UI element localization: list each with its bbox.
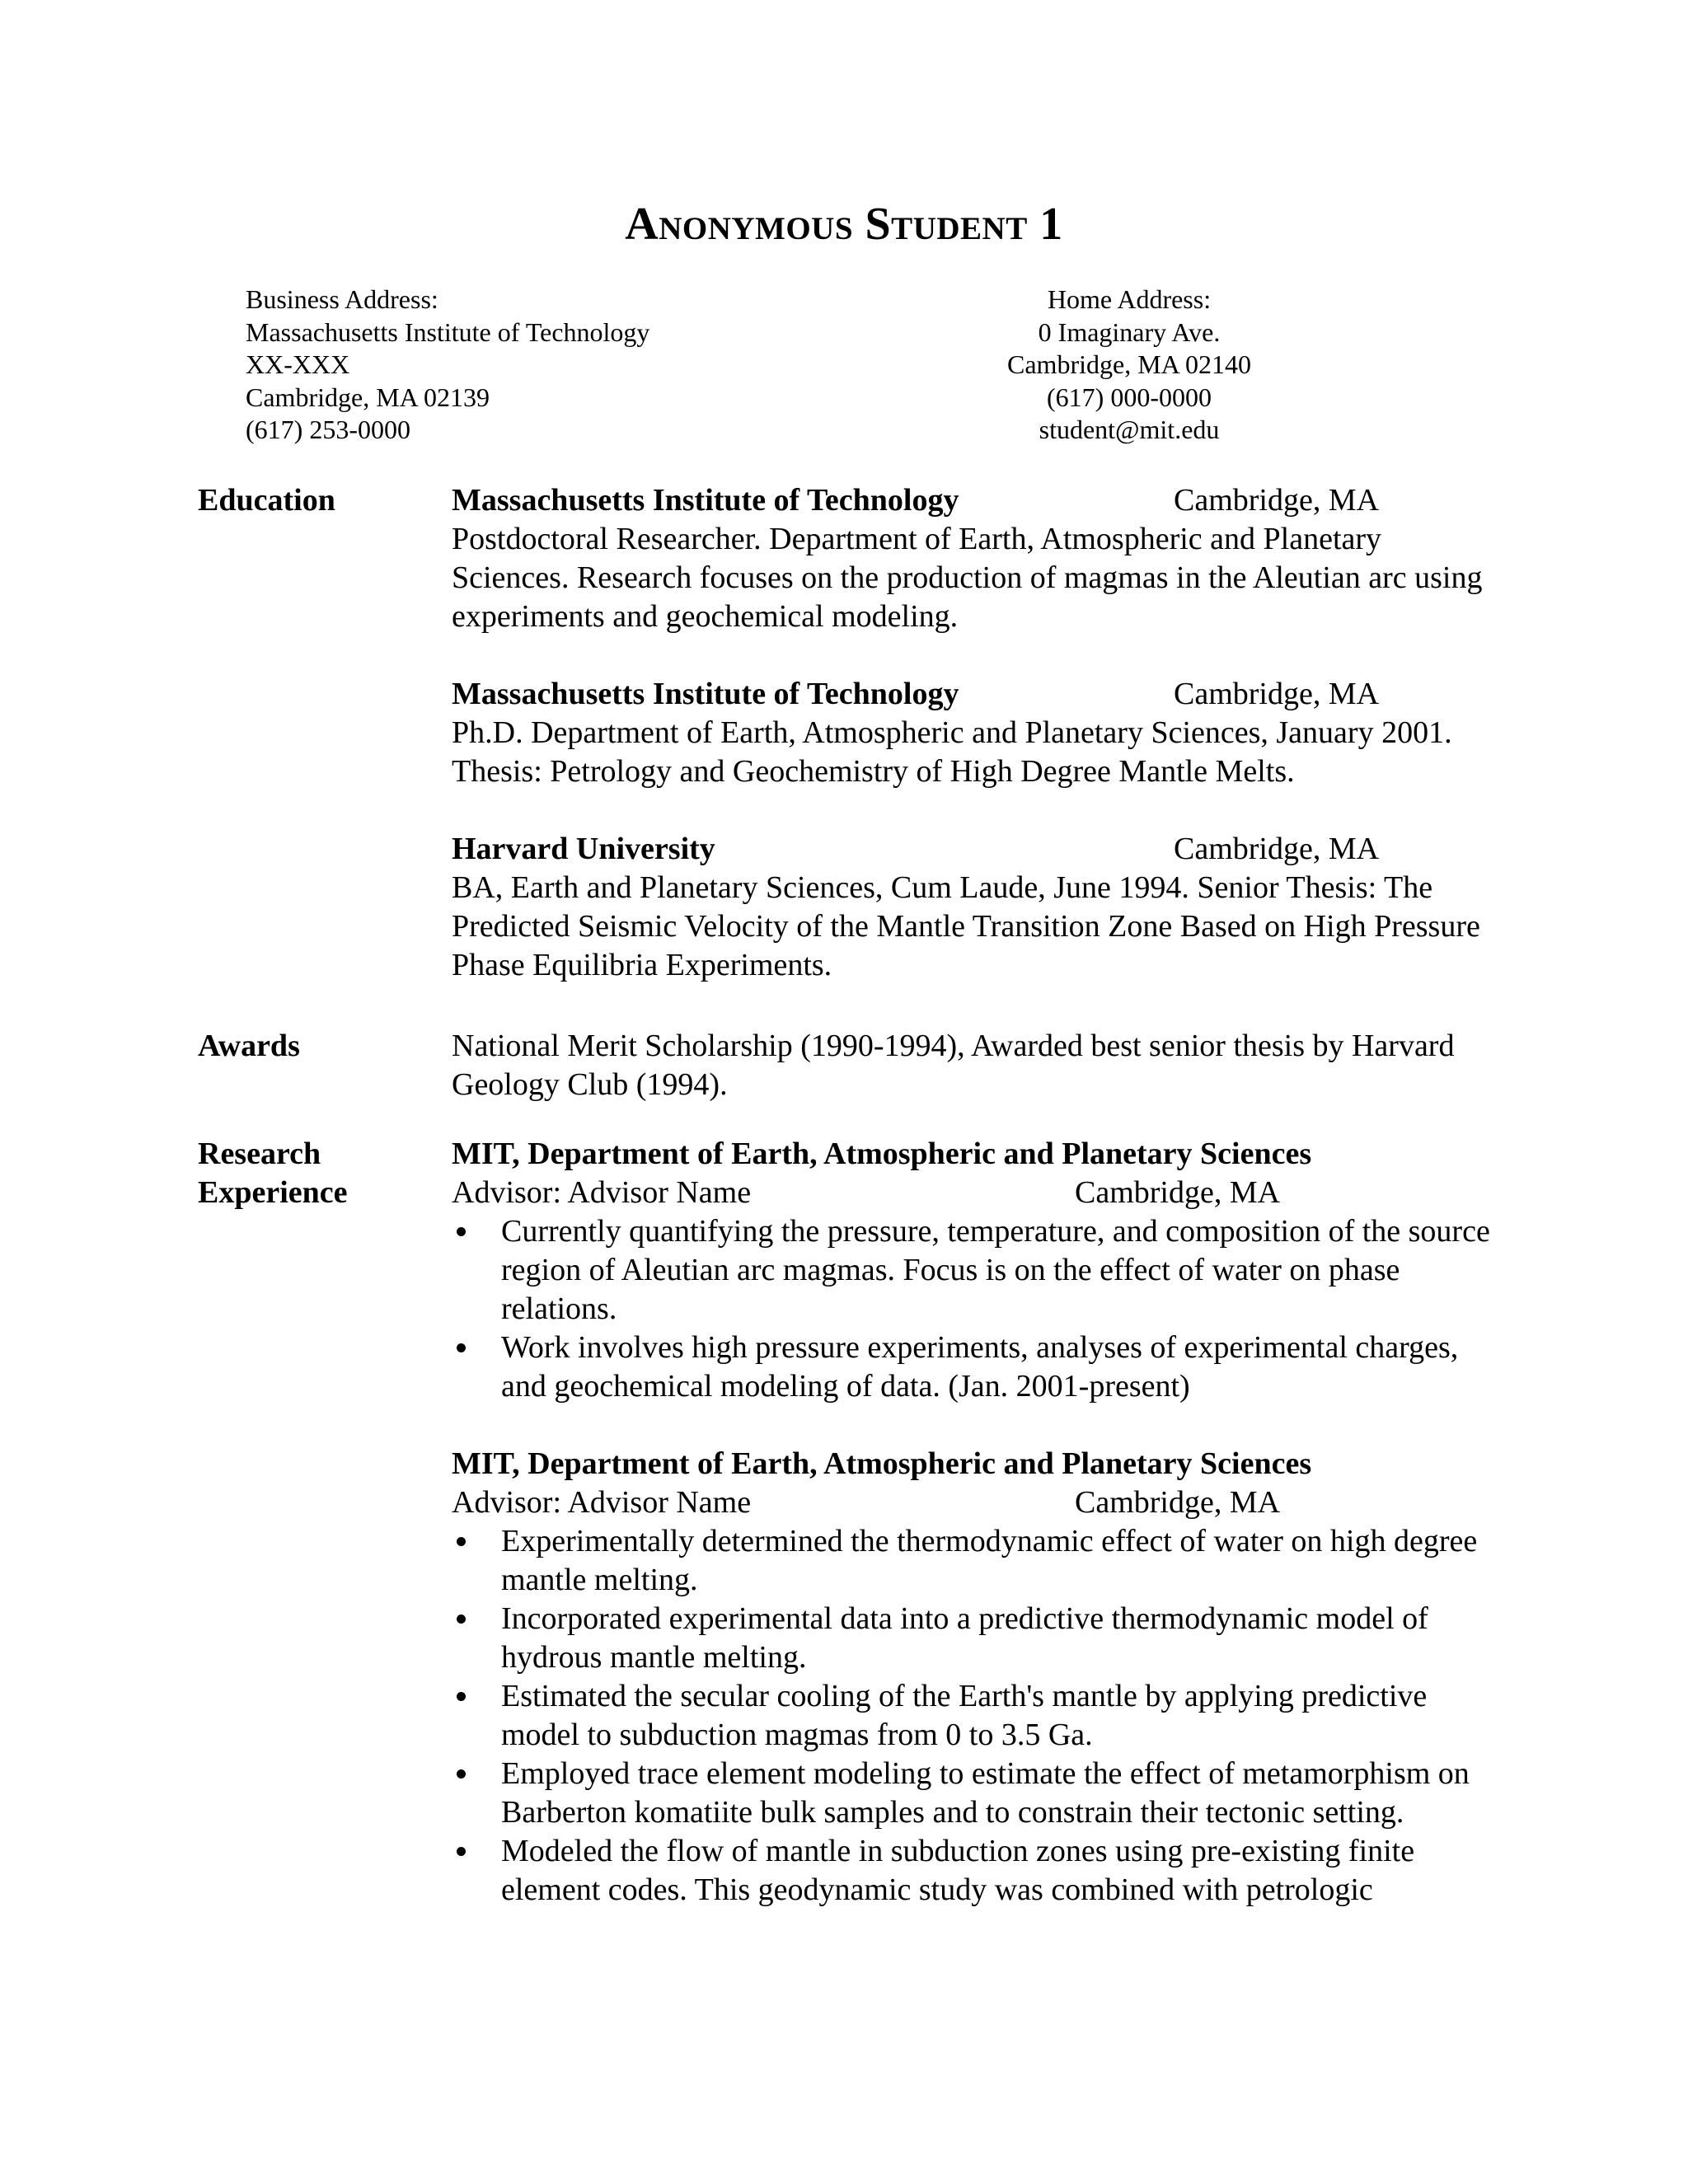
research-entry bbox=[452, 1135, 1498, 1406]
list-item: Currently quantifying the pressure, temperature, and composition of the source region of Aleutian arc magmas. Focus is on the effect of water on phase relations. bbox=[452, 1212, 1498, 1329]
education-label: Education bbox=[198, 483, 335, 518]
education-location: Cambridge, MA bbox=[1174, 483, 1380, 518]
education-entry bbox=[452, 830, 1498, 985]
education-body bbox=[452, 481, 1498, 985]
bullet-icon bbox=[457, 1615, 466, 1624]
bullet-icon bbox=[457, 1227, 466, 1236]
research-advisor: Advisor: Advisor Name bbox=[452, 1175, 752, 1210]
home-address-heading: Home Address: bbox=[1047, 284, 1212, 314]
research-org: MIT, Department of Earth, Atmospheric and Planetary Sciences bbox=[452, 1446, 1312, 1481]
research-location: Cambridge, MA bbox=[1075, 1485, 1281, 1520]
home-address-line: 0 Imaginary Ave. bbox=[1038, 316, 1221, 347]
list-item: Estimated the secular cooling of the Earth's mantle by applying predictive model to subduction magmas from 0 to 3.5 Ga. bbox=[452, 1677, 1498, 1755]
awards-text: National Merit Scholarship (1990-1994), Awarded best senior thesis by Harvard Geology Club (1994). bbox=[452, 1029, 1455, 1102]
education-org: Massachusetts Institute of Technology bbox=[452, 677, 959, 711]
list-item: Work involves high pressure experiments, analyses of experimental charges, and geochemical modeling of data. (Jan. 2001-present) bbox=[452, 1329, 1498, 1406]
business-address-line: Massachusetts Institute of Technology bbox=[246, 316, 650, 347]
education-entry bbox=[452, 675, 1498, 791]
education-org: Harvard University bbox=[452, 832, 715, 866]
research-bullets bbox=[452, 1522, 1498, 1910]
list-item: Modeled the flow of mantle in subduction zones using pre-existing finite element codes. This geodynamic study was combined with petrologic bbox=[452, 1832, 1498, 1910]
education-location: Cambridge, MA bbox=[1174, 832, 1380, 866]
resume-name: Anonymous Student 1 bbox=[625, 199, 1063, 250]
education-description: BA, Earth and Planetary Sciences, Cum Laude, June 1994. Senior Thesis: The Predicted Seismic Velocity of the Mantle Transition Zone Based on High Pressure Phase Equilibria Experiments. bbox=[452, 870, 1480, 982]
education-org: Massachusetts Institute of Technology bbox=[452, 483, 959, 518]
list-item: Experimentally determined the thermodynamic effect of water on high degree mantle melting. bbox=[452, 1522, 1498, 1600]
bullet-icon bbox=[457, 1537, 466, 1546]
business-address-heading: Business Address: bbox=[246, 284, 438, 314]
research-entry bbox=[452, 1445, 1498, 1910]
business-address-line: Cambridge, MA 02139 bbox=[246, 382, 490, 412]
bullet-icon bbox=[457, 1692, 466, 1701]
research-advisor: Advisor: Advisor Name bbox=[452, 1485, 752, 1520]
bullet-icon bbox=[457, 1343, 466, 1352]
awards-label: Awards bbox=[198, 1029, 300, 1063]
business-address-line: (617) 253-0000 bbox=[246, 415, 410, 444]
research-label: Research Experience bbox=[198, 1137, 348, 1210]
list-item: Employed trace element modeling to estimate the effect of metamorphism on Barberton komatiite bulk samples and to constrain their tectonic setting. bbox=[452, 1755, 1498, 1832]
home-address-line: (617) 000-0000 bbox=[1047, 382, 1212, 412]
education-entry bbox=[452, 481, 1498, 636]
home-address-line: Cambridge, MA 02140 bbox=[1007, 349, 1251, 379]
home-address-email: student@mit.edu bbox=[1039, 415, 1220, 444]
education-location: Cambridge, MA bbox=[1174, 677, 1380, 711]
education-description: Ph.D. Department of Earth, Atmospheric and Planetary Sciences, January 2001. Thesis: Petrology and Geochemistry of High Degree Mantle Melts. bbox=[452, 715, 1452, 789]
research-location: Cambridge, MA bbox=[1075, 1175, 1281, 1210]
business-address bbox=[246, 284, 649, 447]
education-description: Postdoctoral Researcher. Department of Earth, Atmospheric and Planetary Sciences. Research focuses on the production of magmas in the Aleutian arc using experiments and geochemical modeling. bbox=[452, 522, 1483, 634]
bullet-icon bbox=[457, 1769, 466, 1779]
research-org: MIT, Department of Earth, Atmospheric and Planetary Sciences bbox=[452, 1137, 1312, 1171]
home-address bbox=[948, 284, 1311, 447]
list-item: Incorporated experimental data into a predictive thermodynamic model of hydrous mantle melting. bbox=[452, 1600, 1498, 1677]
research-body bbox=[452, 1135, 1498, 1910]
bullet-icon bbox=[457, 1847, 466, 1856]
business-address-line: XX-XXX bbox=[246, 349, 350, 379]
research-bullets bbox=[452, 1212, 1498, 1406]
